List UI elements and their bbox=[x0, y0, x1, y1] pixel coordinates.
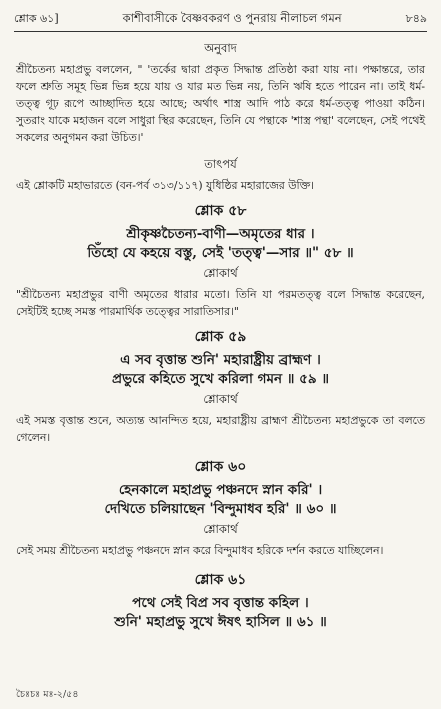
sloka-58-slokartha: "শ্রীচৈতন্য মহাপ্রভুর বাণী অমৃতের ধারার মতো। তিনি যা পরমতত্ত্ব বলে সিদ্ধান্ত করেছেন, সেইটিই হচ্ছে সমস্ত পারমার্থিক তত্ত্বের সারাতিসার।" bbox=[16, 288, 425, 318]
sloka-59-line-1: এ সব বৃত্তান্ত শুনি' মহারাষ্ট্রীয় ব্রাহ্মণ । bbox=[120, 352, 321, 368]
tatparya-text: এই শ্লোকটি মহাভারতে (বন-পর্ব ৩১৩/১১৭) যুধিষ্ঠির মহারাজের উক্তি। bbox=[16, 179, 314, 192]
sloka-59-slokartha: এই সমস্ত বৃত্তান্ত শুনে, অত্যন্ত আনন্দিত হয়ে, মহারাষ্ট্রীয় ব্রাহ্মণ শ্রীচৈতন্য মহাপ্রভুকে তা বলতে গেলেন। bbox=[16, 414, 425, 444]
tatparya-heading: তাৎপর্য bbox=[204, 157, 237, 171]
header-sloka-ref: শ্লোক ৬১] bbox=[14, 11, 59, 25]
sloka-60-line-2: দেখিতে চলিয়াছেন 'বিন্দুমাধব হরি' ॥ ৬০ ॥ bbox=[104, 501, 337, 517]
sloka-61-number: শ্লোক ৬১ bbox=[194, 572, 247, 588]
page-number: ৮৪৯ bbox=[405, 11, 427, 25]
sloka-58-slokartha-heading: শ্লোকার্থ bbox=[203, 266, 238, 280]
sloka-60-slokartha: সেই সময় শ্রীচৈতন্য মহাপ্রভু পঞ্চনদে স্নান করে বিন্দুমাধব হরিকে দর্শন করতে যাচ্ছিলেন। bbox=[16, 544, 384, 557]
anubad-text: শ্রীচৈতন্য মহাপ্রভু বললেন, " 'তর্কের দ্বারা প্রকৃত সিদ্ধান্ত প্রতিষ্ঠা করা যায় না। পক্ষান্তরে, তার ফলে শ্রুতি সমূহ ভিন্ন ভিন্ন হয়ে যায় ও যার মত ভিন্ন নয়, তিনি ঋষি হতে পারেন না। তাই ধর্ম-তত্ত্ব গূঢ় রূপে আচ্ছাদিত হয়ে আছে; অর্থাৎ শাস্ত্র আদি পাঠ করে ধর্ম-তত্ত্ব পাওয়া কঠিন। সুতরাং যাকে মহাজন বলে সাধুরা স্থির করেছেন, তিনি যে পন্থাকে 'শাস্ত্র পন্থা' বলেছেন, সেই পথেই সকলের অনুগমন করা উচিত।' bbox=[16, 63, 425, 144]
sloka-60-slokartha-heading: শ্লোকার্থ bbox=[203, 522, 238, 536]
sloka-59-line-2: প্রভুরে কহিতে সুখে করিলা গমন ॥ ৫৯ ॥ bbox=[112, 371, 329, 387]
sloka-58-number: শ্লোক ৫৮ bbox=[194, 203, 247, 219]
running-header bbox=[14, 8, 427, 30]
sloka-60-line-1: হেনকালে মহাপ্রভু পঞ্চনদে স্নান করি' । bbox=[118, 482, 323, 498]
sloka-58-line-2: তিঁহো যে কহয়ে বস্তু, সেই 'তত্ত্ব'—সার ॥" ৫৮ ॥ bbox=[87, 245, 354, 261]
chapter-title: কাশীবাসীকে বৈষ্ণবকরণ ও পুনরায় নীলাচল গমন bbox=[122, 10, 342, 25]
anubad-heading: অনুবাদ bbox=[204, 41, 237, 55]
sloka-59-slokartha-heading: শ্লোকার্থ bbox=[203, 392, 238, 406]
sloka-60-verse bbox=[16, 481, 425, 519]
printer-signature: চৈঃচঃ মঃ-২/৫৪ bbox=[16, 689, 79, 700]
sloka-59-number: শ্লোক ৫৯ bbox=[194, 329, 247, 345]
sloka-58-verse bbox=[16, 225, 425, 263]
sloka-61-verse bbox=[16, 594, 425, 632]
header-rule bbox=[14, 31, 427, 32]
sloka-61-line-2: শুনি' মহাপ্রভু সুখে ঈষৎ হাসিল ॥ ৬১ ॥ bbox=[114, 614, 327, 630]
sloka-58-line-1: শ্রীকৃষ্ণচৈতন্য-বাণী—অমৃতের ধার । bbox=[126, 226, 315, 242]
page-body bbox=[16, 38, 425, 632]
sloka-60-number: শ্লোক ৬০ bbox=[194, 459, 247, 475]
sloka-59-verse bbox=[16, 351, 425, 389]
sloka-61-line-1: পথে সেই বিপ্র সব বৃত্তান্ত কহিল । bbox=[132, 595, 309, 611]
